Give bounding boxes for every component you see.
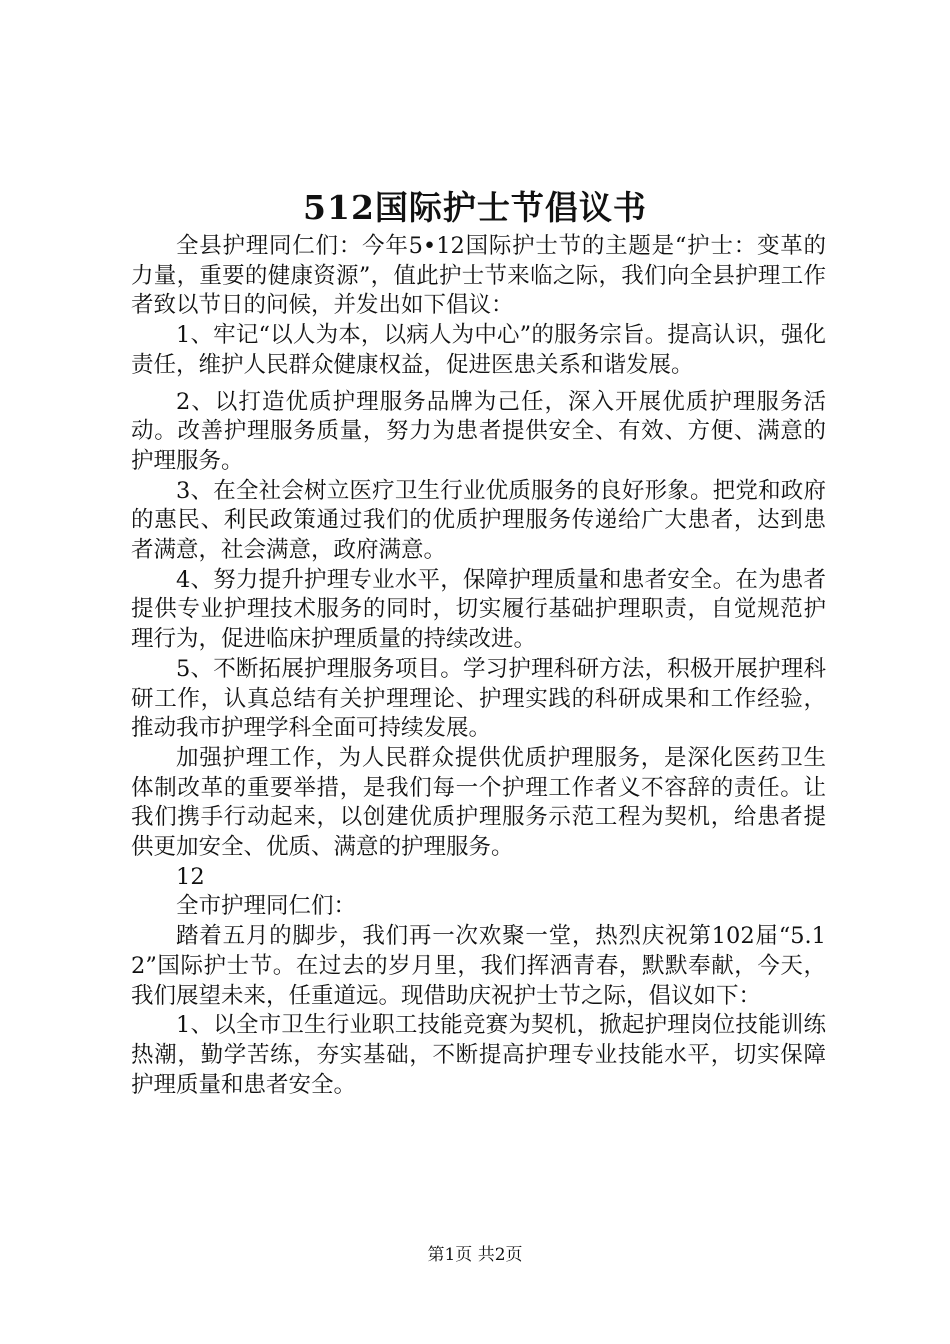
paragraph-item-2: 2、以打造优质护理服务品牌为己任，深入开展优质护理服务活动。改善护理服务质量，努力为患者提供安全、有效、方便、满意的护理服务。 (131, 388, 826, 474)
document-body (131, 232, 826, 1100)
paragraph-number: 12 (176, 863, 205, 890)
paragraph-conclusion: 加强护理工作，为人民群众提供优质护理服务，是深化医药卫生体制改革的重要举措，是我们每一个护理工作者义不容辞的责任。让我们携手行动起来，以创建优质护理服务示范工程为契机，给患者提供更加安全、优质、满意的护理服务。 (131, 744, 826, 861)
paragraph-second-intro: 踏着五月的脚步，我们再一次欢聚一堂，热烈庆祝第102届“5.12”国际护士节。在过去的岁月里，我们挥洒青春，默默奉献，今天，我们展望未来，任重道远。现借助庆祝护士节之际，倡议如下： (131, 923, 826, 1009)
paragraph-second-item-1: 1、以全市卫生行业职工技能竞赛为契机，掀起护理岗位技能训练热潮，勤学苦练，夯实基础，不断提高护理专业技能水平，切实保障护理质量和患者安全。 (131, 1012, 826, 1098)
paragraph-item-3: 3、在全社会树立医疗卫生行业优质服务的良好形象。把党和政府的惠民、利民政策通过我们的优质护理服务传递给广大患者，达到患者满意，社会满意，政府满意。 (131, 477, 826, 564)
document-title: 512国际护士节倡议书 (303, 188, 647, 227)
paragraph-item-5: 5、不断拓展护理服务项目。学习护理科研方法，积极开展护理科研工作，认真总结有关护理理论、护理实践的科研成果和工作经验，推动我市护理学科全面可持续发展。 (131, 655, 826, 742)
page-footer: 第1页 共2页 (427, 1245, 523, 1265)
paragraph-item-4: 4、努力提升护理专业水平，保障护理质量和患者安全。在为患者提供专业护理技术服务的同时，切实履行基础护理职责，自觉规范护理行为，促进临床护理质量的持续改进。 (131, 566, 826, 653)
paragraph-intro: 全县护理同仁们：今年5•12国际护士节的主题是“护士：变革的力量，重要的健康资源”，值此护士节来临之际，我们向全县护理工作者致以节日的问候，并发出如下倡议： (131, 233, 826, 319)
paragraph-item-1: 1、牢记“以人为本，以病人为中心”的服务宗旨。提高认识，强化责任，维护人民群众健康权益，促进医患关系和谐发展。 (131, 322, 826, 378)
paragraph-salutation: 全市护理同仁们： (176, 893, 357, 920)
